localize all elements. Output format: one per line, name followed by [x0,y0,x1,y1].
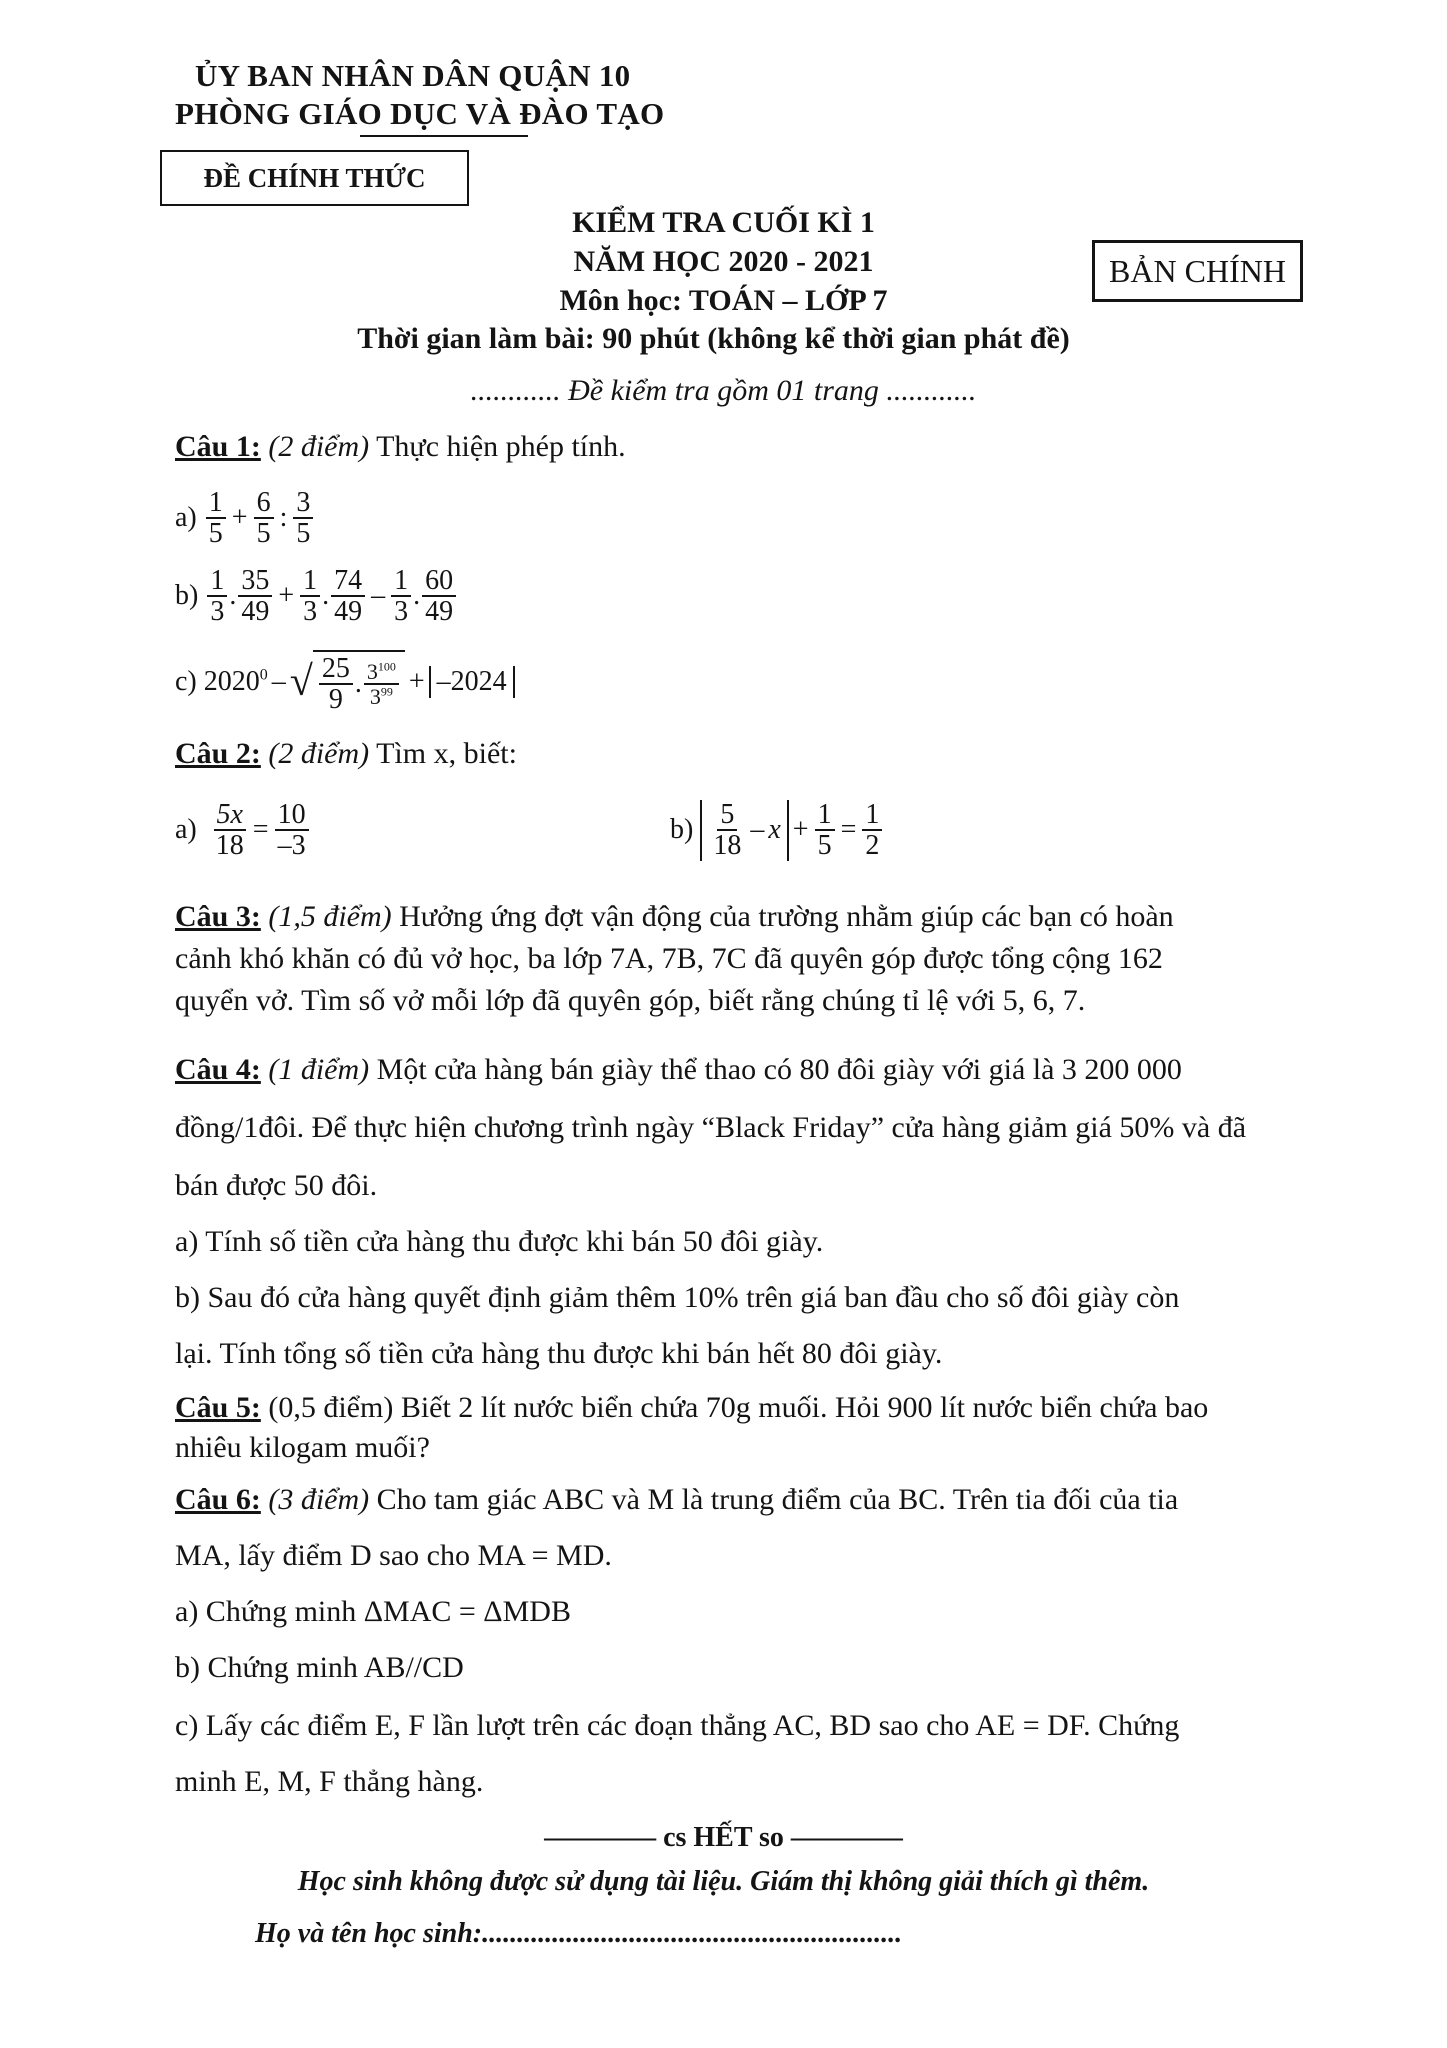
q3-line-2: cảnh khó khăn có đủ vở học, ba lớp 7A, 7B, 7C đã quyên góp được tổng cộng 162 [175,942,1163,975]
q4-line-1 [175,1050,1182,1089]
q4-label: Câu 4: [175,1053,261,1086]
q2-text: Tìm x, biết: [376,737,517,770]
q6-part-a: a) Chứng minh ΔMAC = ΔMDB [175,1595,571,1628]
q3-text-1: Hưởng ứng đợt vận động của trường nhằm giúp các bạn có hoàn [399,900,1174,933]
q4-text-1: Một cửa hàng bán giày thể thao có 80 đôi giày với giá là 3 200 000 [376,1053,1182,1086]
official-exam-label: ĐỀ CHÍNH THỨC [203,162,426,193]
q1-heading [175,430,626,464]
q3-line-3: quyển vở. Tìm số vở mỗi lớp đã quyên góp, biết rằng chúng tỉ lệ với 5, 6, 7. [175,984,1086,1017]
q6-part-b: b) Chứng minh AB//CD [175,1651,464,1684]
instruction-note: Học sinh không được sử dụng tài liệu. Giám thị không giải thích gì thêm. [297,1866,1150,1897]
q2-label: Câu 2: [175,737,261,770]
q5-line-1 [175,1388,1208,1427]
q2a-label: a) [175,814,197,846]
q4-part-a: a) Tính số tiền cửa hàng thu được khi bán 50 đôi giày. [175,1225,824,1258]
exam-title: KIỂM TRA CUỐI KÌ 1 [572,206,875,239]
q6-points: (3 điểm) [268,1483,370,1516]
q4-line-3: bán được 50 đôi. [175,1169,378,1202]
q6-label: Câu 6: [175,1483,261,1516]
stamp-text: BẢN CHÍNH [1109,252,1286,289]
q5-points: (0,5 điểm) [268,1391,394,1424]
q5-line-2: nhiêu kilogam muối? [175,1431,430,1464]
q1a-label: a) [175,502,197,534]
q4-part-b-1: b) Sau đó cửa hàng quyết định giảm thêm 10% trên giá ban đầu cho số đôi giày còn [175,1281,1180,1314]
q2a-expression: a) $\frac{5x}{18}$ = $\frac{10}{-3}$ [175,800,311,861]
q6-line-2: MA, lấy điểm D sao cho MA = MD. [175,1539,612,1572]
q1b-expression: b) $\frac{1}{3}$ . $\frac{35}{49}$ + $\frac{1}{3}$ . $\frac{74}{49}$ – $\frac{1}{3}$ . $\frac{60}{49}$ [175,566,458,627]
q6-part-c-2: minh E, M, F thẳng hàng. [175,1765,484,1798]
q1c-expression: c) 2020$^0$ – √ $\frac{25}{9}$ . $\frac{3^{100}}{3^{99}}$ + –2024 [175,650,515,715]
official-exam-box [160,150,469,206]
q1c-label: c) [175,666,197,698]
q1-label: Câu 1: [175,430,261,463]
header-underline [360,135,528,137]
q4-line-2: đồng/1đôi. Để thực hiện chương trình ngày “Black Friday” cửa hàng giảm giá 50% và đã [175,1111,1247,1144]
q2b-expression: b) $\frac{5}{18}$ – x + $\frac{1}{5}$ = $\frac{1}{2}$ [670,800,884,861]
q1-text: Thực hiện phép tính. [376,430,626,463]
q6-line-1 [175,1480,1178,1519]
q6-text-1: Cho tam giác ABC và M là trung điểm của BC. Trên tia đối của tia [376,1483,1179,1516]
q3-label: Câu 3: [175,900,261,933]
q4-points: (1 điểm) [268,1053,370,1086]
org-line-1: ỦY BAN NHÂN DÂN QUẬN 10 [195,58,631,93]
q6-part-c-1: c) Lấy các điểm E, F lần lượt trên các đoạn thẳng AC, BD sao cho AE = DF. Chứng [175,1709,1180,1742]
pages-note: ............ Đề kiểm tra gồm 01 trang ............ [470,374,977,407]
q3-points: (1,5 điểm) [268,900,392,933]
q1-points: (2 điểm) [268,430,370,463]
q3-line-1 [175,897,1174,936]
q1a-expression: a) $\frac{1}{5}$ + $\frac{6}{5}$ : $\frac{3}{5}$ [175,488,315,549]
q1b-label: b) [175,580,199,612]
school-year: NĂM HỌC 2020 - 2021 [573,245,874,278]
end-marker: ———— cs HẾT so ———— [544,1822,903,1853]
student-name-line: Họ và tên học sinh:............................................................ [255,1918,903,1949]
q5-text-1: Biết 2 lít nước biển chứa 70g muối. Hỏi 900 lít nước biển chứa bao [400,1391,1209,1424]
q2-points: (2 điểm) [268,737,370,770]
org-line-2: PHÒNG GIÁO DỤC VÀ ĐÀO TẠO [175,96,665,131]
subject-line: Môn học: TOÁN – LỚP 7 [559,284,888,317]
q2-heading [175,737,517,771]
q2b-label: b) [670,814,694,846]
time-line: Thời gian làm bài: 90 phút (không kể thời gian phát đề) [357,322,1070,355]
q5-label: Câu 5: [175,1391,261,1424]
q4-part-b-2: lại. Tính tổng số tiền cửa hàng thu được khi bán hết 80 đôi giày. [175,1337,943,1370]
